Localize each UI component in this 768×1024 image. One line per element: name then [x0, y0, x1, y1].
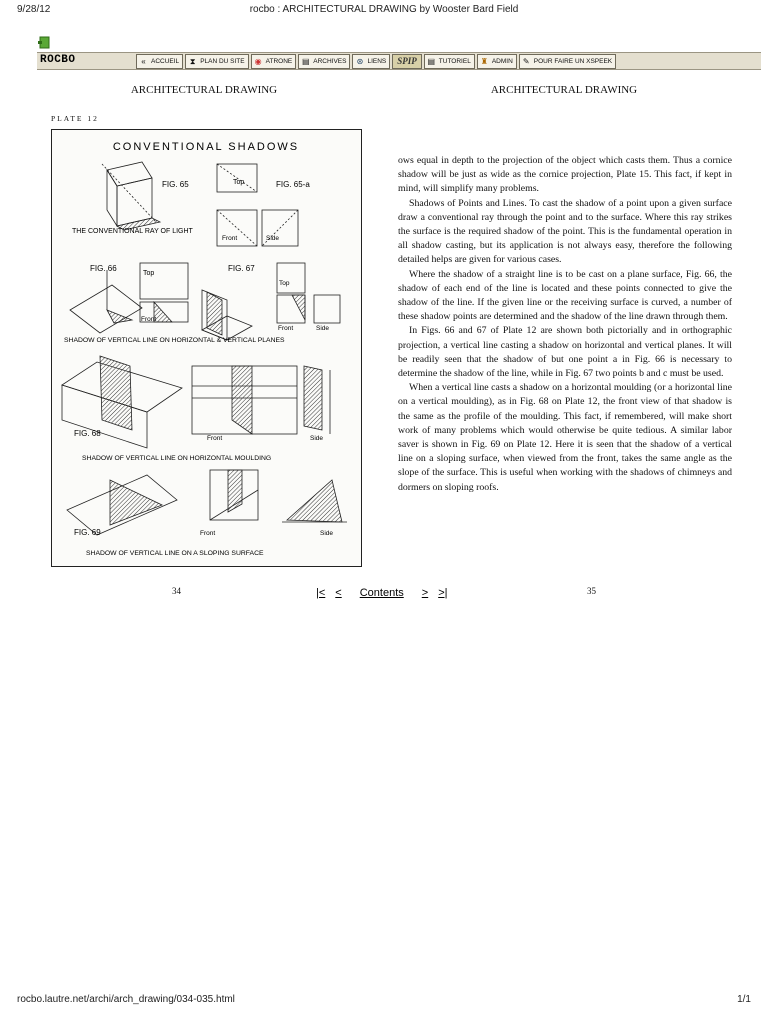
fig68-label: FIG. 68 — [74, 429, 101, 438]
nav-menu — [136, 54, 616, 68]
print-url: rocbo.lautre.net/archi/arch_drawing/034-035.html — [17, 994, 235, 1005]
right-page-number: 35 — [587, 586, 596, 596]
plate-drawing — [52, 130, 361, 566]
document-icon: ▤ — [427, 57, 436, 66]
person-icon: ♜ — [480, 57, 488, 66]
home-icon[interactable] — [38, 36, 51, 49]
fig65-cube — [102, 162, 160, 230]
fig66-top-label: Top — [143, 270, 155, 277]
nav-item-xspeek[interactable] — [519, 54, 616, 69]
print-header — [0, 4, 768, 20]
contents-link[interactable]: Contents — [359, 587, 404, 599]
fig67-top-label: Top — [279, 280, 290, 287]
back-arrows-icon: « — [141, 57, 146, 66]
nav-item-atrone[interactable] — [251, 54, 297, 69]
palette-icon: ◉ — [254, 57, 262, 66]
fig65a-label: FIG. 65-a — [276, 180, 310, 189]
document-icon: ▤ — [301, 57, 310, 66]
plate-label: PLATE 12 — [51, 114, 99, 123]
first-page-link[interactable]: |< — [316, 587, 326, 599]
fig69-front-label: Front — [200, 530, 216, 537]
link-icon: ⊛ — [356, 57, 364, 66]
fig66-front-label: Front — [141, 316, 157, 323]
nav-item-tutoriel[interactable] — [424, 54, 475, 69]
nav-item-label: ATRONE — [265, 58, 293, 65]
nav-item-label: ACCUEIL — [151, 58, 180, 65]
fig69-side-label: Side — [320, 530, 334, 537]
nav-item-liens[interactable] — [352, 54, 390, 69]
site-logo[interactable]: ROCBO — [40, 54, 76, 66]
paragraph: In Figs. 66 and 67 of Plate 12 are shown both pictorially and in orthographic projection, a vertical line casting a shadow on horizontal and vertical planes. It will be readily seen that the shadow of but one point a in Fig. 66 is necessary to determine the shadow of the line, while in Fig. 67 two points b and c must be used. — [398, 325, 732, 380]
caption-horizontal-moulding: SHADOW OF VERTICAL LINE ON HORIZONTAL MOULDING — [82, 455, 272, 462]
last-page-link[interactable]: >| — [438, 587, 448, 599]
ray-caption: THE CONVENTIONAL RAY OF LIGHT — [72, 228, 193, 235]
nav-item-label: TUTORIEL — [438, 58, 471, 65]
paragraph: When a vertical line casts a shadow on a horizontal moulding (or a horizontal line on a vertical moulding), as in Fig. 68 on Plate 12, the front view of that shadow is the same as the profile of the moulding. This fact, if remembered, will make short work of many problems which would otherwise be quite tedious. A similar labor saver is shown in Fig. 69 on Plate 12. Here it is seen that the shadow of a vertical line on a sloping surface, when viewed from the front, takes the same angle as the slope of the surface. This is useful when working with the shadows of chimneys and dormers on sloping roofs. — [398, 382, 732, 493]
print-title: rocbo : ARCHITECTURAL DRAWING by Wooster Bard Field — [249, 4, 519, 15]
page-navigation — [316, 587, 447, 599]
fig65a-top-view — [217, 164, 257, 192]
fig66-label: FIG. 66 — [90, 264, 117, 273]
fig68-side-label: Side — [310, 435, 324, 442]
body-text — [398, 154, 732, 495]
fig68-front-label: Front — [207, 435, 223, 442]
fig67-label: FIG. 67 — [228, 264, 255, 273]
pen-icon: ✎ — [522, 57, 530, 66]
caption-sloping-surface: SHADOW OF VERTICAL LINE ON A SLOPING SURFACE — [86, 550, 264, 557]
nav-item-label: POUR FAIRE UN XSPEEK — [533, 58, 613, 65]
fig65-label: FIG. 65 — [162, 180, 189, 189]
fig66-drawing — [70, 263, 188, 333]
print-footer — [0, 994, 768, 1010]
fig65a-front-label: Front — [222, 235, 238, 242]
nav-item-accueil[interactable] — [136, 54, 183, 69]
fig67-side-label: Side — [316, 325, 330, 332]
nav-item-archives[interactable] — [298, 54, 350, 69]
left-page-number: 34 — [172, 586, 181, 596]
next-page-link[interactable]: > — [421, 587, 429, 599]
plate-heading: CONVENTIONAL SHADOWS — [112, 141, 300, 153]
hourglass-icon: ⧗ — [189, 57, 196, 66]
print-date: 9/28/12 — [17, 4, 51, 15]
right-page-title: ARCHITECTURAL DRAWING — [490, 84, 638, 96]
nav-item-label: ADMIN — [491, 58, 513, 65]
fig69-drawing — [67, 470, 347, 535]
nav-item-label: ARCHIVES — [313, 58, 347, 65]
fig65a-top-label: Top — [233, 179, 245, 186]
prev-page-link[interactable]: < — [335, 587, 342, 599]
caption-vertical-planes: SHADOW OF VERTICAL LINE ON HORIZONTAL & VERTICAL PLANES — [64, 337, 285, 344]
fig65a-side-label: Side — [266, 235, 280, 242]
paragraph: ows equal in depth to the projection of the object which casts them. Thus a cornice shadow will be just as wide as the cornice projection, Plate 15. This fact, if kept in mind, will simplify many problems. — [398, 155, 732, 195]
paragraph: Where the shadow of a straight line is to be cast on a plane surface, Fig. 66, the shadow of each end of the line is located and these points connected to give the shadow of the line. If the given line or the receiving surface is curved, a number of these shadow points are determined and the shadow of the line drawn through them. — [398, 268, 732, 323]
fig67-front-label: Front — [278, 325, 294, 332]
fig68-drawing — [62, 356, 330, 448]
site-navbar — [37, 52, 761, 70]
paragraph: Shadows of Points and Lines. To cast the shadow of a point upon a given surface draw a conventional ray through the point and to the surface. Where this ray strikes the surface is the required shadow of the point. This is the fundamental operation in all shadow casting, but its application is not always easy, therefore the following detailed helps are given for various cases. — [398, 197, 732, 266]
spip-logo[interactable]: SPIP — [392, 54, 422, 69]
nav-item-admin[interactable] — [477, 54, 517, 69]
nav-item-label: LIENS — [367, 58, 387, 65]
fig69-label: FIG. 69 — [74, 528, 101, 537]
print-page-count: 1/1 — [737, 994, 751, 1005]
left-page-title: ARCHITECTURAL DRAWING — [130, 84, 278, 96]
nav-item-plan-du-site[interactable] — [185, 54, 248, 69]
nav-item-label: PLAN DU SITE — [200, 58, 245, 65]
plate-12-illustration — [51, 129, 362, 567]
